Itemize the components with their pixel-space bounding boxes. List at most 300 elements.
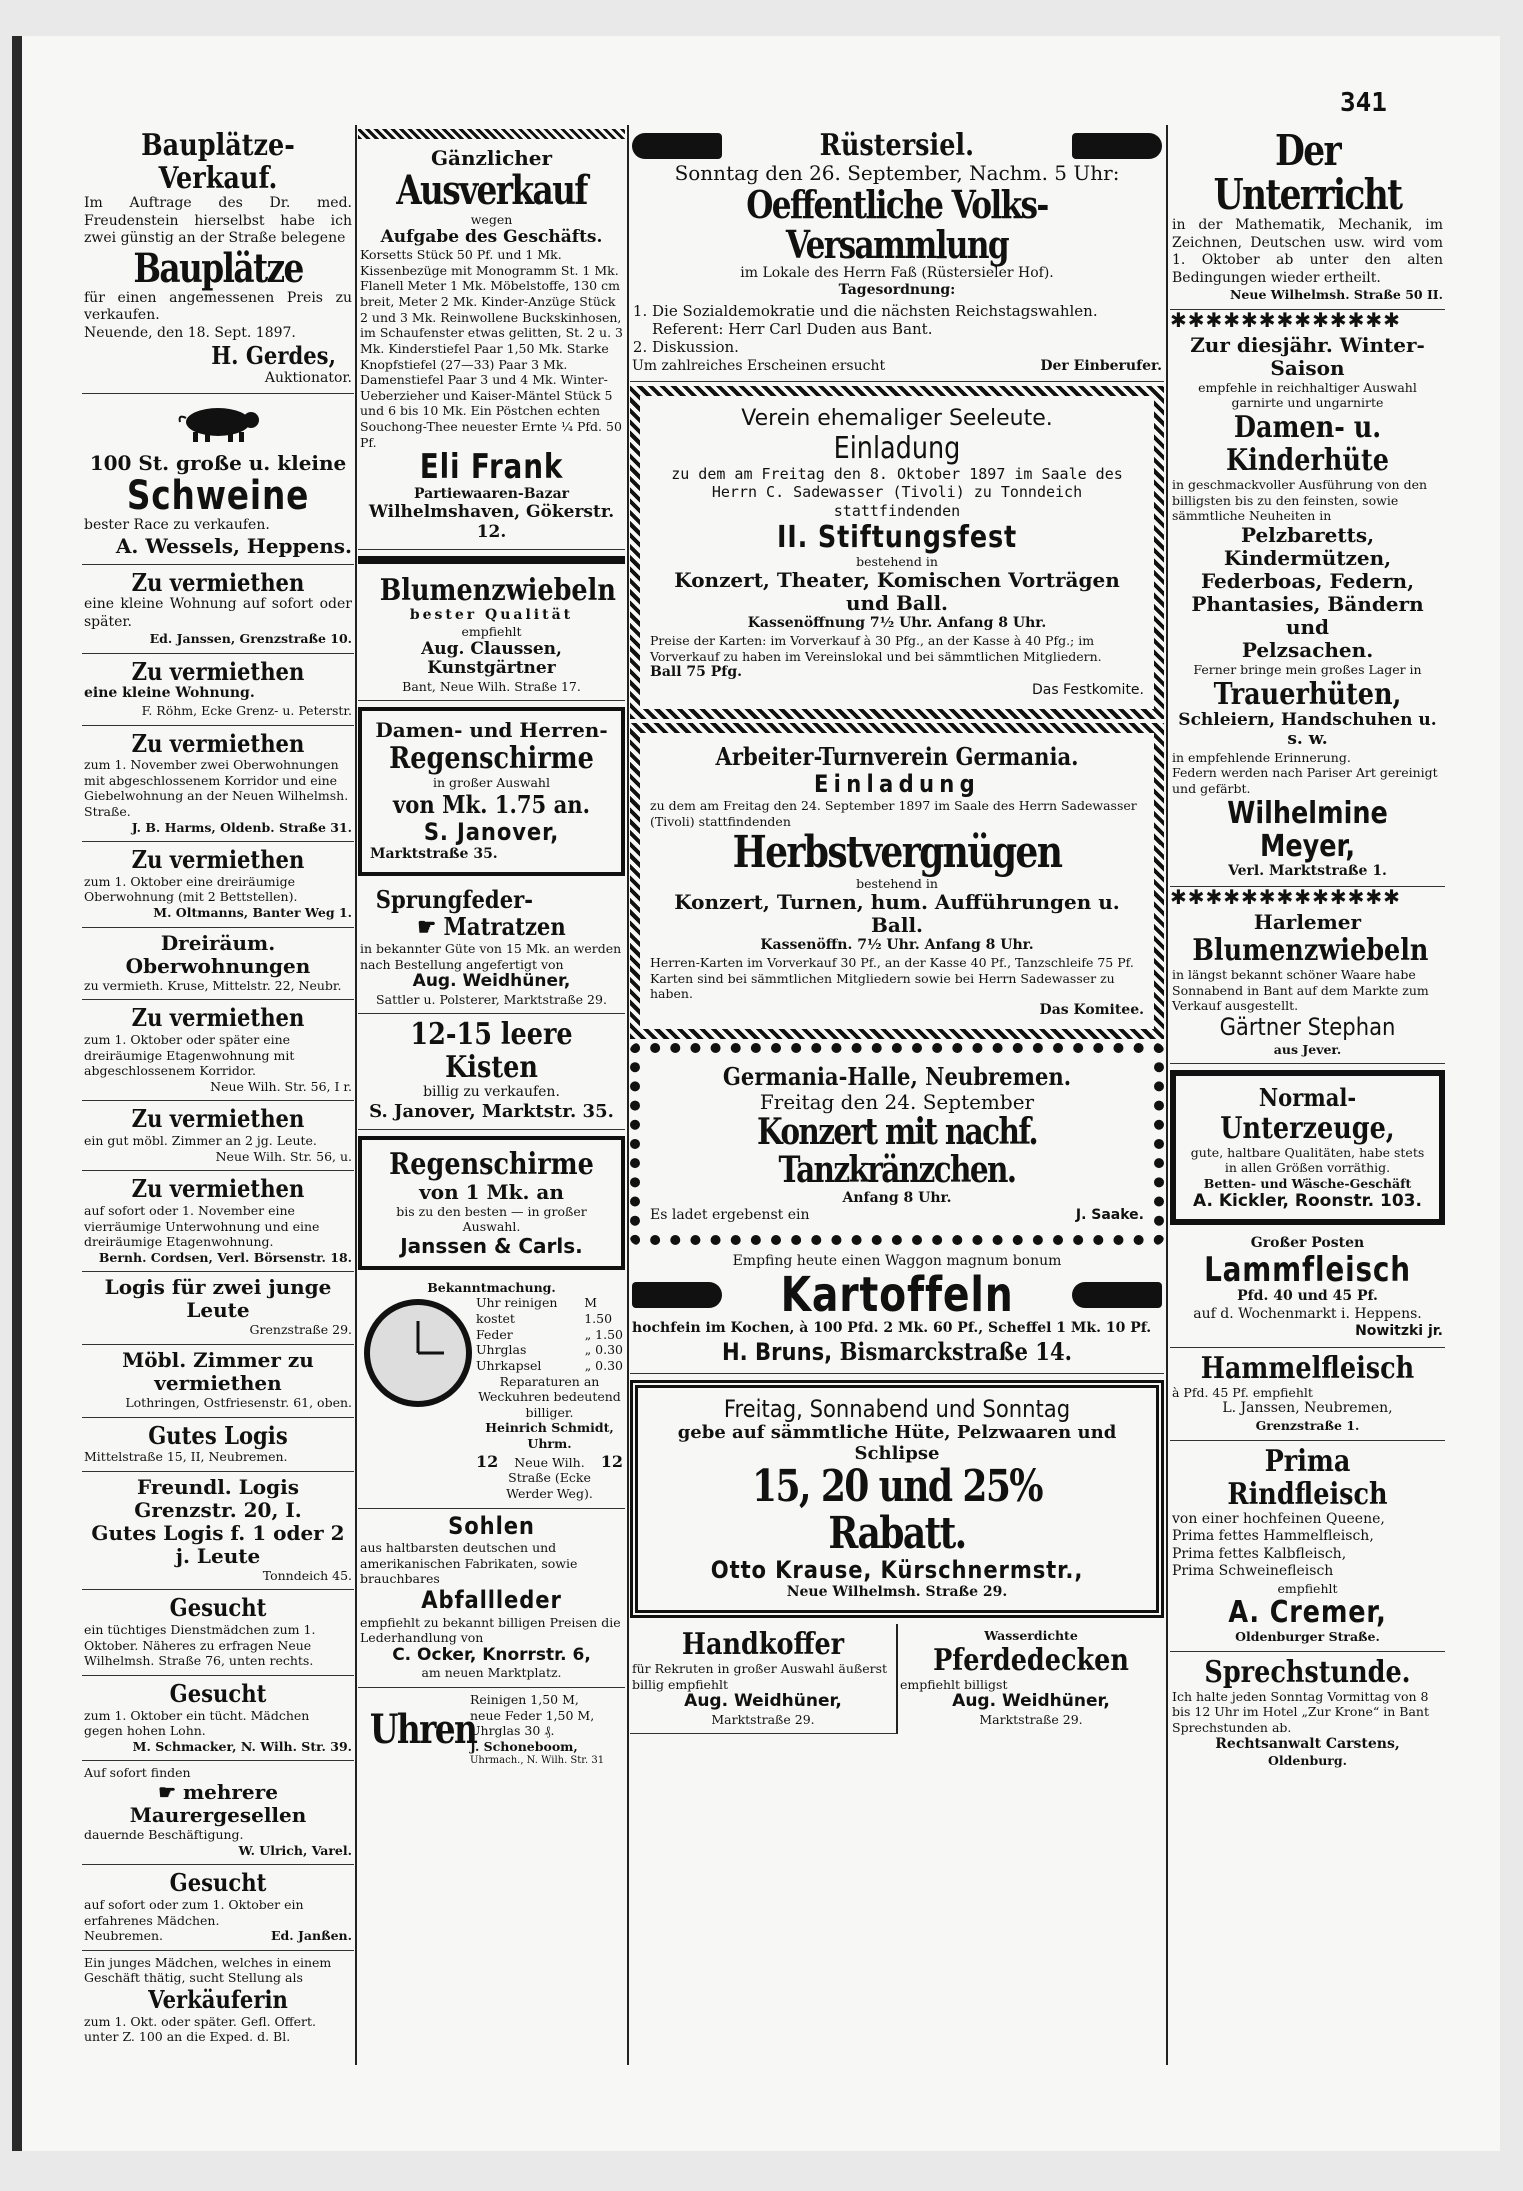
ad-rabatt (630, 1380, 1164, 1618)
ad-text: Ferner bringe mein großes Lager in (1193, 661, 1422, 677)
ad-text: eine kleine Wohnung auf sofort oder später. (84, 596, 352, 630)
ad-title: Logis für zwei junge Leute (104, 1275, 332, 1323)
ad-verkaeuferin (82, 1951, 354, 2051)
ad-text: zu dem am Freitag den 24. September 1897 im Saale des Herrn Sadewasser (Tivoli) stattfindenden (650, 798, 1137, 830)
ad-sign: H. Gerdes, (211, 341, 336, 370)
ad-title: Gesucht (169, 1868, 267, 1898)
ad-addr: S. Janover, Marktstr. 35. (369, 1100, 614, 1122)
ad-unterzeuge (1170, 1070, 1445, 1225)
ad-headline: Sprechstunde. (1204, 1654, 1411, 1690)
ad-text: für Rekruten in großer Auswahl äußerst billig empfiehlt (632, 1660, 888, 1692)
ad-unterricht (1170, 125, 1445, 310)
ad-vermiethen (82, 654, 354, 726)
pointing-hand-icon (1072, 1282, 1162, 1308)
ad-sign: J. B. Harms, Oldenb. Straße 31. (131, 819, 352, 835)
ad-text: à Pfd. 45 Pf. empfiehlt (1172, 1384, 1313, 1400)
ad-matratzen (358, 882, 625, 1015)
ad-headline: Blumenzwiebeln (379, 572, 616, 608)
ad-line: Wasserdichte (984, 1627, 1078, 1643)
ad-header (632, 129, 1162, 162)
ad-name: H. Bruns, (721, 1337, 833, 1366)
ad-vermiethen (82, 726, 354, 843)
ad-title: Verkäuferin (148, 1985, 288, 2014)
ad-event: Herbstvergnügen (732, 826, 1062, 878)
ad-sprechstunde (1170, 1652, 1445, 1775)
ad-kisten (358, 1014, 625, 1129)
ad-line: 100 St. große u. kleine (89, 451, 347, 476)
ad-zimmer (82, 1345, 354, 1418)
ad-line: bis zu den besten — in großer Auswahl. (396, 1203, 587, 1235)
ad-sign: Ed. Janssen, Grenzstraße 10. (149, 631, 352, 647)
price-row: Uhrglas 30 ₰. (470, 1723, 555, 1739)
ad-text: in längst bekannt schöner Waare habe Sonnabend in Bant auf dem Markte zum Verkauf ausgestellt. (1172, 967, 1429, 1014)
ad-text: von einer hochfeinen Queene, (1172, 1510, 1385, 1527)
pointing-hand-icon: ☛ (417, 912, 444, 942)
ad-text: empfiehlt billigst (900, 1676, 1008, 1692)
ad-line: Freundl. Logis Grenzstr. 20, I. (134, 1474, 302, 1522)
ad-addr: Wilhelmshaven, Gökerstr. 12. (368, 502, 615, 543)
ad-item: Prima fettes Hammelfleisch, (1172, 1528, 1374, 1545)
ad-sign-place: Neubremen. (84, 1928, 164, 1944)
ad-headline: Regenschirme (389, 1146, 594, 1182)
pointing-hand-icon (1072, 133, 1162, 159)
ad-headline-row (632, 1267, 1162, 1324)
pointing-hand-icon (632, 133, 722, 159)
ad-sign: J. Saake. (1075, 1207, 1144, 1224)
price-row: Reinigen 1,50 M, (470, 1692, 579, 1708)
ad-title: Arbeiter-Turnverein Germania. (715, 742, 1079, 772)
ad-headline: Bauplätze (133, 244, 303, 292)
ad-uhren (358, 1688, 625, 1773)
ad-title: Zu vermiethen (131, 1174, 305, 1204)
ad-headline-2: Trauerhüten, (1213, 676, 1402, 712)
ad-date: Sonntag den 26. September, Nachm. 5 Uhr: (674, 161, 1120, 185)
ad-times: Kassenöffn. 7½ Uhr. Anfang 8 Uhr. (760, 937, 1034, 954)
ad-sign: Bernh. Cordsen, Verl. Börsenstr. 18. (98, 1249, 352, 1265)
agenda-item: 2. Diskussion. (652, 338, 1162, 356)
pointing-hand-icon: ☛ (158, 1780, 183, 1805)
price-item: Uhrglas (476, 1342, 527, 1358)
price-row: neue Feder 1,50 M, (470, 1707, 595, 1723)
ad-addr: Uhrmach., N. Wilh. Str. 31 (470, 1754, 605, 1766)
ad-title: Zu vermiethen (131, 1003, 305, 1033)
ad-headline: Lammfleisch (1204, 1249, 1411, 1290)
ad-text: ein gut möbl. Zimmer an 2 jg. Leute. (84, 1133, 317, 1149)
ad-vermiethen (82, 565, 354, 654)
ad-addr: Bismarckstraße 14. (839, 1336, 1073, 1366)
ad-text: Federn werden nach Pariser Art gereinigt und gefärbt. (1172, 765, 1438, 796)
ad-text: gute, haltbare Qualitäten, habe stets in allen Größen vorräthig. (1190, 1144, 1425, 1176)
ad-text: auf sofort oder zum 1. Oktober ein erfahrenes Mädchen. (84, 1896, 304, 1928)
column-4 (1170, 125, 1445, 1775)
ad-place: Oldenburg. (1268, 1753, 1347, 1769)
ad-text: hochfein im Kochen, à 100 Pfd. 2 Mk. 60 Pf., Scheffel 1 Mk. 10 Pf. (632, 1320, 1152, 1337)
ad-name: Gärtner Stephan (1219, 1012, 1396, 1041)
ad-agenda-title: Tagesordnung: (838, 282, 956, 299)
ad-vermiethen (82, 842, 354, 927)
ad-sign: A. Wessels, Heppens. (115, 533, 352, 558)
ad-addr: Verl. Marktstraße 1. (1228, 862, 1387, 879)
ad-gesucht (82, 1865, 354, 1950)
price-row (476, 1295, 623, 1326)
ad-headline: Regenschirme (389, 741, 594, 777)
column-rule (355, 125, 357, 2065)
ad-headline: Uhren (369, 1705, 477, 1753)
ad-kartoffeln (630, 1249, 1164, 1374)
ad-hammelfleisch (1170, 1348, 1445, 1441)
ad-text: auf d. Wochenmarkt i. Heppens. (1193, 1305, 1422, 1322)
ad-sign: M. Oltmanns, Banter Weg 1. (153, 905, 352, 921)
ad-text: zum 1. Oktober oder später eine dreiräumige Etagenwohnung mit abgeschlossenem Korridor. (84, 1031, 295, 1079)
ad-line: bester Qualität (409, 606, 574, 623)
ornament-star-bar: ✱✱✱✱✱✱✱✱✱✱✱✱✱ (1170, 887, 1401, 908)
ad-price-list (476, 1295, 623, 1501)
ad-details (470, 1692, 623, 1767)
ad-text: zum 1. Oktober ein tücht. Mädchen gegen hohen Lohn. (84, 1707, 310, 1739)
ad-text: in empfehlende Erinnerung. (1172, 749, 1351, 765)
ad-sign: Das Festkomite. (1031, 681, 1144, 698)
ad-lammfleisch (1170, 1231, 1445, 1348)
ad-event: II. Stiftungsfest (776, 519, 1018, 555)
ad-items: Federboas, Federn, (1200, 568, 1415, 593)
ad-items: Schleiern, Handschuhen u. s. w. (1178, 709, 1437, 750)
ad-sohlen (358, 1509, 625, 1688)
ad-title-text: mehrere Maurergesellen (129, 1780, 307, 1828)
ad-name: A. Kickler, Roonstr. 103. (1193, 1190, 1422, 1211)
ad-line: Zur diesjähr. Winter-Saison (1190, 332, 1425, 380)
ad-text: Ein junges Mädchen, welches in einem Geschäft thätig, sucht Stellung als (84, 1954, 332, 1986)
ad-addr: Marktstraße 29. (711, 1711, 815, 1727)
ad-logis (82, 1272, 354, 1345)
ad-regenschirme-1 (358, 707, 625, 875)
ad-line: billig zu verkaufen. (423, 1084, 560, 1101)
ad-title: Zu vermiethen (131, 567, 305, 597)
ad-bauplaetze (82, 125, 354, 394)
ad-turnverein (630, 723, 1164, 1039)
ad-addr: am neuen Marktplatz. (421, 1665, 562, 1681)
ad-germania-halle (630, 1043, 1164, 1244)
ad-text: bester Race zu verkaufen. (84, 517, 270, 534)
price-item: Uhr reinigen kostet (476, 1295, 558, 1327)
ad-line: Auf sofort finden (84, 1765, 191, 1781)
ad-title (84, 1781, 352, 1827)
ad-headline: Hammelfleisch (1200, 1350, 1415, 1386)
ad-name: Aug. Claussen, Kunstgärtner (421, 638, 562, 679)
ad-name: Otto Krause, Kürschnermstr., (710, 1555, 1084, 1584)
ad-name: A. Cremer, (1228, 1595, 1387, 1631)
ad-line: empfehle in reichhaltiger Auswahl garnirte und ungarnirte (1198, 379, 1417, 411)
ad-text: Pfd. 40 und 45 Pf. (1237, 1288, 1378, 1305)
ad-text: zu dem am Freitag den 8. Oktober 1897 im Saale des Herrn C. Sadewasser (Tivoli) zu Tonndeich stattfindenden (671, 464, 1123, 521)
price-item: Feder (476, 1326, 513, 1342)
ad-headline: Pferdedecken (933, 1642, 1129, 1678)
ad-headline: Ausverkauf (396, 167, 587, 214)
ad-text: zum 1. November zwei Oberwohnungen mit abgeschlossenem Korridor und eine Giebelwohnung an der Neuen Wilhelmsh. Straße. (84, 757, 349, 819)
price-item: Uhrkapsel (476, 1357, 542, 1373)
ad-vermiethen (82, 1101, 354, 1171)
ad-sign: Das Komitee. (1039, 1001, 1144, 1018)
ad-title: Gesucht (169, 1593, 267, 1623)
ad-line: bestehend in (856, 553, 938, 569)
pointing-hand-icon (632, 1282, 722, 1308)
price-row (476, 1342, 623, 1358)
divider (358, 129, 625, 139)
column-rule (627, 125, 629, 2065)
ad-addr: Oldenburger Straße. (1235, 1629, 1380, 1645)
ad-name: Janssen & Carls. (400, 1233, 583, 1258)
ad-headline: Damen- u. Kinderhüte (1226, 410, 1389, 479)
price-value: „ 0.30 (584, 1342, 623, 1358)
ad-text: empfiehlt zu bekannt billigen Preisen die Lederhandlung von (360, 1614, 621, 1646)
ad-title: Gutes Logis (148, 1420, 288, 1450)
ad-prices: Herren-Karten im Vorverkauf 30 Pf., an der Kasse 40 Pf., Tanzschleife 75 Pf. Karten sind bei sämmtlichen Mitgliedern sowie bei Herrn Sadewasser zu haben. (650, 954, 1134, 1002)
ad-addr: Sattler u. Polsterer, Marktstraße 29. (376, 991, 607, 1007)
ad-text: in der Mathematik, Mechanik, im Zeichnen, Deutschen usw. wird vom 1. Oktober ab unter den alten Bedingungen wieder ertheilt. (1172, 217, 1443, 286)
ad-title: Zu vermiethen (131, 656, 305, 686)
ad-addr: Neue Wilh. Straße (Ecke Werder Weg). (506, 1454, 593, 1501)
ad-price: von Mk. 1.75 an. (393, 790, 590, 820)
ad-title: Zu vermiethen (131, 845, 305, 875)
divider (358, 556, 625, 564)
ad-pferdedecken (898, 1624, 1164, 1734)
ad-text: eine kleine Wohnung. (84, 685, 255, 702)
ad-start: Anfang 8 Uhr. (842, 1189, 952, 1206)
price-value: „ 0.30 (584, 1357, 623, 1373)
ad-sign: W. Ulrich, Varel. (238, 1842, 352, 1858)
price-value: M 1.50 (584, 1295, 613, 1327)
ad-name: Aug. Weidhüner, (412, 971, 571, 992)
price-row (476, 1327, 623, 1343)
ad-times: Kassenöffnung 7½ Uhr. Anfang 8 Uhr. (747, 615, 1047, 632)
ad-text: dauernde Beschäftigung. (84, 1827, 244, 1843)
ad-location: im Lokale des Herrn Faß (Rüstersieler Hof). (740, 264, 1054, 281)
ad-headline: Einladung (813, 769, 981, 798)
ad-oberwohnungen (82, 928, 354, 1001)
ad-line: Großer Posten (1250, 1235, 1365, 1252)
house-number: 12 (476, 1451, 499, 1471)
ad-hute (1170, 330, 1445, 887)
ad-gesucht (82, 1590, 354, 1675)
ad-body (360, 1295, 623, 1501)
ad-headline-2: Abfallleder (421, 1586, 562, 1614)
ad-name: Eli Frank (419, 447, 564, 488)
ad-harlemer (1170, 907, 1445, 1064)
ad-line: Sprungfeder- (375, 884, 534, 914)
ad-title: Gesucht (169, 1678, 267, 1708)
ad-place: aus Jever. (1273, 1041, 1342, 1057)
column-3 (630, 125, 1164, 1734)
ad-items: Pelzsachen. (1241, 637, 1374, 662)
ad-handkoffer (630, 1624, 898, 1734)
ad-uhrmacher (358, 1276, 625, 1509)
ad-sign: Der Einberufer. (1040, 357, 1162, 374)
pig-icon (173, 402, 263, 444)
ad-addr: Marktstraße 29. (979, 1711, 1083, 1727)
ad-footer (650, 1207, 1144, 1225)
ad-name: C. Ocker, Knorrstr. 6, (392, 1644, 591, 1665)
ad-schweine (82, 394, 354, 565)
ad-role: Auktionator. (264, 369, 352, 386)
ad-line: Gänzlicher (430, 146, 553, 170)
column-2 (358, 125, 625, 1773)
ad-shop: Betten- und Wäsche-Geschäft (1203, 1175, 1412, 1191)
pocket-watch-icon (364, 1299, 472, 1407)
ad-note: Reparaturen an Weckuhren bedeutend billiger. (478, 1373, 621, 1420)
ad-title: Dreiräum. Oberwohnungen (125, 930, 311, 978)
column-1 (82, 125, 354, 2051)
ad-title: Germania-Halle, Neubremen. (722, 1062, 1072, 1092)
ad-row (630, 1624, 1164, 1734)
ad-footer (632, 358, 1162, 376)
ad-items: Phantasies, Bändern und (1191, 591, 1424, 639)
ad-addr: Neue Wilhelmsh. Straße 50 II. (1229, 287, 1443, 303)
ad-date: Freitag den 24. September (759, 1089, 1035, 1114)
ad-line: Freitag, Sonnabend und Sonntag (723, 1394, 1071, 1423)
ad-text: zu vermieth. Kruse, Mittelstr. 22, Neubr. (84, 977, 342, 993)
ad-invite: Es ladet ergebenst ein (650, 1207, 810, 1224)
ad-name: J. Schoneboom, (470, 1738, 578, 1754)
ad-title: Zu vermiethen (131, 1104, 305, 1134)
ad-sign: Tonndeich 45. (262, 1567, 352, 1583)
ad-headline: Oeffentliche Volks-Versammlung (746, 182, 1048, 267)
ad-gutes-logis (82, 1418, 354, 1472)
ad-program: Konzert, Turnen, hum. Aufführungen u. Ball. (674, 890, 1120, 938)
ad-line: Gutes Logis f. 1 oder 2 j. Leute (91, 1520, 345, 1568)
ad-line: gebe auf sämmtliche Hüte, Pelzwaaren und Schlipse (677, 1422, 1117, 1464)
ad-headline: Blumenzwiebeln (1192, 933, 1429, 969)
ad-addr-row (476, 1452, 623, 1502)
ad-date: Neuende, den 18. Sept. 1897. (84, 324, 296, 341)
ad-text: zum 1. Oktober eine dreiräumige Oberwohnung (mit 2 Bettstellen). (84, 873, 298, 905)
ad-text: auf sofort oder 1. November eine vierräumige Unterwohnung und eine dreiräumige Etagenwohnung. (84, 1202, 320, 1250)
ad-text: in bekannter Güte von 15 Mk. an werden nach Bestellung angefertigt von (360, 940, 622, 972)
ad-addr: Bant, Neue Wilh. Straße 17. (402, 678, 581, 694)
ad-name: Aug. Weidhüner, (952, 1691, 1110, 1712)
ad-title: Verein ehemaliger Seeleute. (741, 406, 1053, 432)
ad-rindfleisch (1170, 1441, 1445, 1652)
ad-headline: Matratzen (443, 912, 566, 942)
ad-name: Aug. Weidhüner, (684, 1691, 842, 1712)
ad-name: Heinrich Schmidt, Uhrm. (485, 1420, 614, 1452)
ad-regenschirme-2 (358, 1136, 625, 1270)
price-row (476, 1358, 623, 1374)
ad-program: Konzert, Theater, Komischen Vorträgen und Ball. (674, 568, 1120, 616)
ad-headline: 12-15 leere Kisten (410, 1017, 573, 1086)
ad-title: Bekanntmachung. (427, 1279, 556, 1295)
column-rule (1166, 125, 1168, 2065)
ad-text: aus haltbarsten deutschen und amerikanischen Fabrikaten, sowie brauchbares (360, 1540, 578, 1587)
ad-line: Empfing heute einen Waggon magnum bonum (732, 1252, 1062, 1269)
ad-name: Rechtsanwalt Carstens, (1215, 1735, 1400, 1752)
ad-headline: Sohlen (448, 1511, 535, 1540)
ad-sign: Neue Wilh. Str. 56, u. (215, 1148, 352, 1164)
ad-ball: Ball 75 Pfg. (650, 664, 742, 681)
ad-headline: Prima Rindfleisch (1227, 1443, 1388, 1512)
ad-line: wegen (470, 212, 513, 227)
ad-sign: Ed. Janßen. (271, 1928, 352, 1944)
ad-name: L. Janssen, Neubremen, (1222, 1400, 1393, 1417)
ad-line: Aufgabe des Geschäfts. (380, 226, 603, 247)
ad-sign: Mittelstraße 15, II, Neubremen. (84, 1449, 288, 1465)
ad-sign: Grenzstraße 29. (249, 1322, 352, 1338)
ad-vermiethen (82, 1000, 354, 1101)
ad-line: von 1 Mk. an (419, 1179, 564, 1204)
ad-headline-2: Unterzeuge, (1220, 1110, 1395, 1146)
ad-volksversammlung (630, 125, 1164, 382)
ad-headline: Normal- (1258, 1083, 1357, 1113)
ad-addr: Neue Wilhelmsh. Straße 29. (786, 1584, 1008, 1601)
ad-vermiethen (82, 1171, 354, 1272)
ad-footer-text: Um zahlreiches Erscheinen ersucht (632, 357, 886, 374)
ad-text: Im Auftrage des Dr. med. Freudenstein hierselbst habe ich zwei günstig an der Straße belegene (84, 195, 352, 246)
ad-line: bestehend in (856, 875, 938, 891)
ad-line: empfiehlt (1277, 1580, 1338, 1596)
ad-headline: Kartoffeln (780, 1267, 1014, 1324)
agenda-item: 1. Die Sozialdemokratie und die nächsten Reichstagswahlen. Referent: Herr Carl Duden aus Bant. (652, 302, 1162, 338)
ad-line: Harlemer (1253, 910, 1362, 935)
ad-text: in geschmackvoller Ausführung von den billigsten bis zu den feinsten, sowie sämmtliche Neuheiten in (1172, 477, 1428, 524)
ad-sign: Neue Wilh. Str. 56, I r. (210, 1078, 352, 1094)
ad-line: empfiehlt (461, 624, 522, 640)
ad-item: Prima fettes Kalbfleisch, (1172, 1545, 1347, 1562)
ad-name: Wilhelmine Meyer, (1227, 795, 1388, 864)
ornament-star-bar: ✱✱✱✱✱✱✱✱✱✱✱✱✱ (1170, 309, 1401, 330)
ad-name: S. Janover, (423, 817, 560, 846)
ad-sign-row (84, 1928, 352, 1944)
ad-addr: Marktstraße 35. (370, 846, 498, 863)
ad-sign-row (664, 1338, 1130, 1367)
house-number: 12 (600, 1451, 623, 1471)
ad-line: in großer Auswahl (433, 775, 550, 791)
ad-items: Korsetts Stück 50 Pf. und 1 Mk. Kissenbezüge mit Monogramm St. 1 Mk. Flanell Meter 1 Mk. Möbelstoffe, 130 cm breit, Meter 2 Mk. Kinder-Anzüge Stück 2 und 3 Mk. Reinwollene Buckskinhosen, im Schaufenster etwas gelitten, St. 2 u. 3 Mk. Kinderstiefel Paar 1,50 Mk. Starke Knopfstiefel (27—33) Paar 3 Mk. Damenstiefel Paar 3 und 4 Mk. Winter-Ueberzieher und Kaiser-Mäntel Stück 5 und 6 bis 10 Mk. Ein Pöstchen echten Souchong-Thee neuester Ernte ¼ Pfd. 50 Pf. (360, 247, 624, 450)
ad-headline: Einladung (833, 430, 961, 466)
page-number: 341 (1340, 88, 1387, 118)
ad-name: Nowitzki jr. (1355, 1323, 1443, 1340)
ad-items: Pelzbaretts, Kindermützen, (1223, 522, 1392, 570)
ad-shop: Partiewaaren-Bazar (413, 485, 570, 502)
ad-sign: zum 1. Okt. oder später. Gefl. Offert. unter Z. 100 an die Exped. d. Bl. (84, 2013, 317, 2045)
ad-title: Zu vermiethen (131, 728, 305, 758)
ad-sign: Lothringen, Ostfriesenstr. 61, oben. (125, 1395, 352, 1410)
ad-headline-row (376, 913, 607, 941)
agenda-list (652, 302, 1162, 356)
ad-title: Möbl. Zimmer zu vermiethen (122, 1348, 314, 1395)
ad-item: Prima Schweinefleisch (1172, 1563, 1334, 1580)
ad-headline: 15, 20 und 25% Rabatt. (752, 1461, 1042, 1559)
ad-sign: F. Röhm, Ecke Grenz- u. Peterstr. (141, 702, 352, 718)
ad-headline: Der Unterricht (1213, 126, 1402, 220)
ad-gesucht (82, 1676, 354, 1761)
ad-headline: Konzert mit nachf. Tanzkränzchen. (757, 1110, 1037, 1191)
ad-sign: M. Schmacker, N. Wilh. Str. 39. (132, 1738, 352, 1754)
ad-blumenzwiebeln (358, 570, 625, 702)
ad-title: Bauplätze-Verkauf. (141, 128, 295, 196)
ad-place: Rüstersiel. (819, 128, 975, 163)
ad-seeleute (630, 386, 1164, 719)
ad-prices: Preise der Karten: im Vorverkauf à 30 Pfg., an der Kasse à 40 Pfg.; im Vorverkauf zu haben im Vereinslokal und bei sämmtlichen Mitgliedern. (650, 632, 1102, 664)
ad-maurer (82, 1761, 354, 1865)
ad-headline: Schweine (126, 473, 310, 520)
ad-text: für einen angemessenen Preis zu verkaufen. (84, 289, 352, 323)
ad-logis-2 (82, 1472, 354, 1591)
ad-addr: Grenzstraße 1. (1255, 1417, 1360, 1433)
ad-headline: Handkoffer (681, 1626, 845, 1662)
ad-line: Damen- und Herren- (375, 718, 608, 743)
ad-ausverkauf (358, 143, 625, 550)
ad-text: ein tüchtiges Dienstmädchen zum 1. Oktober. Näheres zu erfragen Neue Wilhelmsh. Straße 76, unten rechts. (84, 1622, 316, 1669)
ad-text: Ich halte jeden Sonntag Vormittag von 8 bis 12 Uhr im Hotel „Zur Krone“ in Bant Sprechstunden ab. (1172, 1688, 1429, 1736)
price-value: „ 1.50 (584, 1326, 623, 1342)
